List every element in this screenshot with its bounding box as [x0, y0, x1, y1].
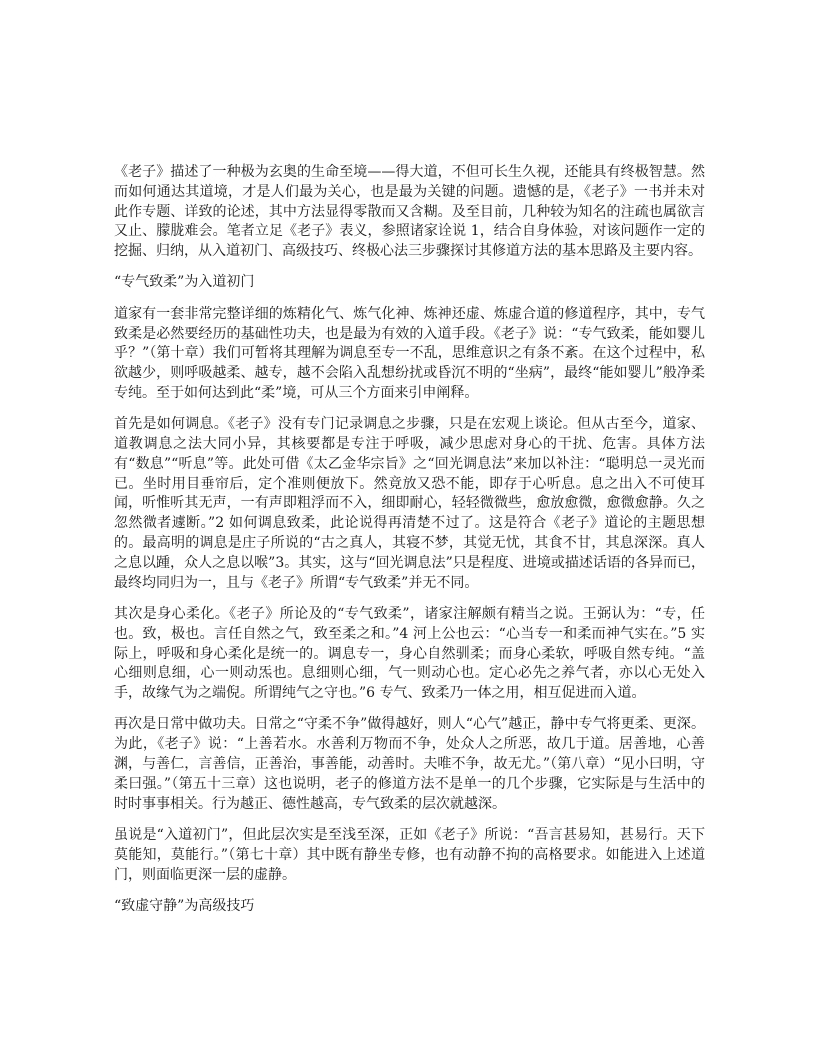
paragraph-body-mind-softening: 其次是身心柔化。《老子》所论及的“专气致柔”，诸家注解颇有精当之说。王弼认为：“专，任也。致，极也。言任自然之气，致至柔之和。”4 河上公也云：“心当专一和柔而神气实在。”5 实际上，呼吸和身心柔化是统一的。调息专一，身心自然驯柔；而身心柔软，呼吸自然专纯。“盖心细则息细，心一则动炁也。息细则心细，气一则动心也。定心必先之养气者，亦以心无处入手，故缘气为之端倪。所谓纯气之守也。”6 专气、致柔乃一体之用，相互促进而入道。 [114, 605, 705, 702]
section-heading-entry-method: “专气致柔”为入道初门 [114, 274, 255, 291]
intro-paragraph: 《老子》描述了一种极为玄奥的生命至境——得大道，不但可长生久视，还能具有终极智慧。然而如何通达其道境，才是人们最为关心，也是最为关键的问题。遗憾的是，《老子》一书并未对此作专题、详致的论述，其中方法显得零散而又含糊。及至目前，几种较为知名的注疏也属欲言又止、朦胧难会。笔者立足《老子》表义，参照诸家诠说 1，结合自身体验，对该问题作一定的挖掘、归纳，从入道初门、高级技巧、终极心法三步骤探讨其修道方法的基本思路及主要内容。 [114, 164, 705, 260]
paragraph-daily-practice: 再次是日常中做功夫。日常之“守柔不争”做得越好，则人“心气”越正，静中专气将更柔、更深。为此，《老子》说：“上善若水。水善利万物而不争，处众人之所恶，故几于道。居善地，心善渊，与善仁，言善信，正善治，事善能，动善时。夫唯不争，故无尤。”（第八章）“见小曰明，守柔曰强。”（第五十三章）这也说明，老子的修道方法不是单一的几个步骤，它实际是与生活中的时时事事相关。行为越正、德性越高，专气致柔的层次就越深。 [114, 716, 705, 812]
paragraph-entry-level-summary: 虽说是“入道初门”，但此层次实是至浅至深，正如《老子》所说：“吾言甚易知，甚易行。天下莫能知，莫能行。”（第七十章）其中既有静坐专修，也有动静不拘的高格要求。如能进入上述道门，则面临更深一层的虚静。 [114, 826, 705, 883]
document-content [114, 163, 705, 917]
paragraph-breath-regulation: 首先是如何调息。《老子》没有专门记录调息之步骤，只是在宏观上谈论。但从古至今，道家、道教调息之法大同小异，其核要都是专注于呼吸，减少思虑对身心的干扰、危害。具体方法有“数息”“听息”等。此处可借《太乙金华宗旨》之“回光调息法”来加以补注：“聪明总一灵光而已。坐时用目垂帘后，定个准则便放下。然竟放又恐不能，即存于心听息。息之出入不可使耳闻，听惟听其无声，一有声即粗浮而不入，细即耐心，轻轻微微些，愈放愈微，愈微愈静。久之忽然微者遽断。”2 如何调息致柔，此论说得再清楚不过了。这是符合《老子》道论的主题思想的。最高明的调息是庄子所说的“古之真人，其寝不梦，其觉无忧，其食不甘，其息深深。真人之息以踵，众人之息以喉”3。其实，这与“回光调息法”只是程度、进境或描述话语的各异而已，最终均同归为一，且与《老子》所谓“专气致柔”并无不同。 [114, 416, 705, 591]
section-heading-advanced-technique: “致虚守静”为高级技巧 [114, 897, 255, 914]
paragraph-daoist-program: 道家有一套非常完整详细的炼精化气、炼气化神、炼神还虚、炼虚合道的修道程序，其中，专气致柔是必然要经历的基础性功夫，也是最为有效的入道手段。《老子》说：“专气致柔，能如婴儿乎？”（第十章）我们可暂将其理解为调息至专一不乱，思维意识之有条不紊。在这个过程中，私欲越少，则呼吸越柔、越专，越不会陷入乱想纷扰或昏沉不明的“坐病”，最终“能如婴儿”般净柔专纯。至于如何达到此“柔”境，可从三个方面来引申阐释。 [114, 305, 705, 401]
